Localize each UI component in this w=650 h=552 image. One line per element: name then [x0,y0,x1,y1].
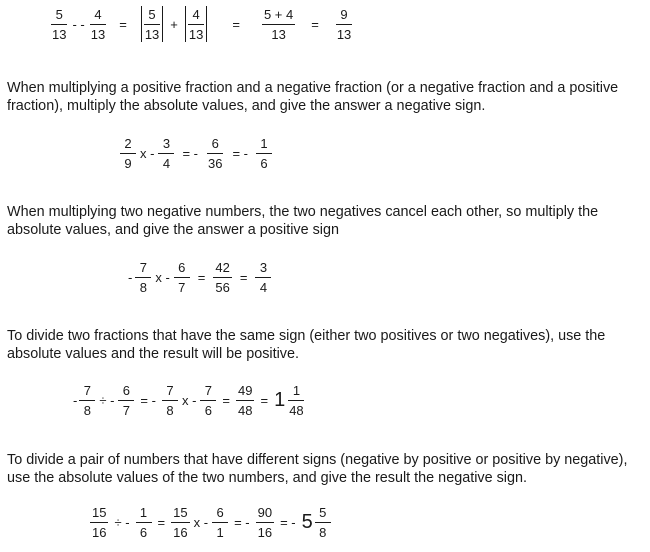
fraction: $\frac{3}{4}$ [158,137,174,170]
fraction: $\frac{1}{48}$ [289,382,304,418]
absolute-value [141,6,163,42]
operator: - [128,269,133,285]
fraction: $\frac{7}{8}$ [135,261,151,294]
equation-divide-different-signs [90,500,331,544]
whole-part: 5 [301,510,313,533]
fraction: $\frac{6}{7}$ [118,384,134,417]
operator: ÷ - [114,514,130,530]
operator: - - [72,16,85,32]
equation-divide-same-sign [73,378,306,422]
operator: x - [140,145,155,161]
operator: = [222,392,231,408]
operator: = [157,514,166,530]
fraction: $\frac{6}{36}$ [208,135,223,171]
operator: = [260,392,269,408]
mixed-number [274,384,306,417]
operator: = - [280,514,296,530]
fraction: $\frac{90}{16}$ [257,504,273,540]
fraction: $\frac{4}{13}$ [188,6,204,42]
operator: = - [232,145,249,161]
operator: x - [155,269,170,285]
fraction: $\frac{15}{16}$ [173,504,188,540]
fraction: $\frac{15}{16}$ [92,504,107,540]
equation-subtract-negative [50,2,353,46]
operator: = [232,16,240,32]
fraction: $\frac{42}{56}$ [215,259,230,295]
operator: = - [234,514,250,530]
fraction: $\frac{2}{9}$ [120,137,136,170]
operator: = [119,16,127,32]
paragraph-multiply-two-negatives: When multiplying two negative numbers, the two negatives cancel each other, so multiply the absolute values, and give the answer a positive sign [7,204,599,238]
operator: + [170,16,178,32]
fraction: $\frac{7}{8}$ [162,384,178,417]
operator: = [311,16,319,32]
operator: = [239,269,248,285]
equation-multiply-two-negatives [128,255,271,299]
paragraph-multiply-mixed-signs: When multiplying a positive fraction and a negative fraction (or a negative fraction and a positive fraction), multiply the absolute values, and give the answer a negative sign. [7,80,619,114]
fraction: $\frac{7}{8}$ [79,384,95,417]
fraction: $\frac{1}{6}$ [136,506,152,539]
fraction: $\frac{1}{6}$ [256,137,272,170]
operator: x - [193,514,209,530]
operator: = - [140,392,156,408]
operator: x - [181,392,197,408]
absolute-value [185,6,207,42]
operator: ÷ - [99,392,115,408]
fraction: $\frac{5 + 4}{13}$ [263,6,294,42]
fraction: $\frac{3}{4}$ [255,261,271,294]
fraction: $\frac{7}{6}$ [200,384,216,417]
fraction: $\frac{4}{13}$ [90,6,106,42]
operator: = - [182,145,198,161]
operator: - [73,392,78,408]
fraction: $\frac{5}{13}$ [52,6,67,42]
fraction: $\frac{5}{13}$ [144,6,160,42]
paragraph-divide-different-signs: To divide a pair of numbers that have different signs (negative by positive or positive by negative), use the absolute values of the two numbers, and give the result the negative sign. [7,452,628,486]
fraction: $\frac{49}{48}$ [238,382,253,418]
fraction: $\frac{6}{1}$ [212,506,228,539]
fraction: $\frac{9}{13}$ [336,6,352,42]
fraction: $\frac{5}{8}$ [315,506,331,539]
whole-part: 1 [274,388,286,411]
fraction: $\frac{6}{7}$ [174,261,190,294]
paragraph-divide-same-sign: To divide two fractions that have the same sign (either two positives or two negatives), use the absolute values and the result will be positive. [7,328,606,362]
equation-multiply-mixed-signs [120,131,272,175]
mixed-number [302,506,331,539]
operator: = [197,269,206,285]
